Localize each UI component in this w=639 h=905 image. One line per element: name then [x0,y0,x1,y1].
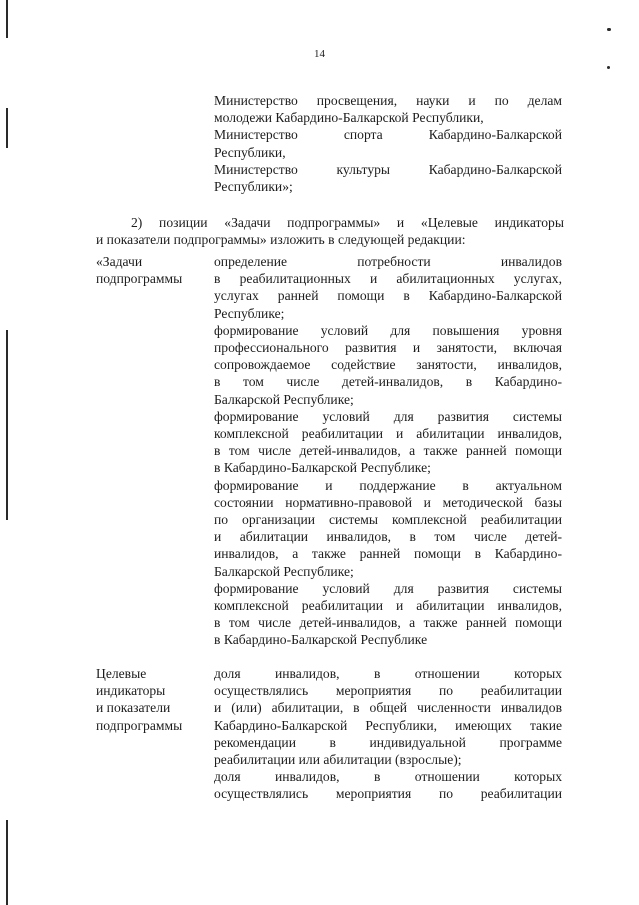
indicators-label-line: Целевые [96,666,147,681]
indicators-line: рекомендации в индивидуальной программе [214,734,562,750]
scan-dot-right-2 [607,66,610,69]
tasks-line: в реабилитационных и абилитационных услугах, [214,271,562,287]
indicators-line: и (или) абилитации, в общей численности инвалидов [214,700,562,716]
scan-edge-mark-upper [6,108,8,148]
ministries-line: молодежи Кабардино-Балкарской Республики, [214,110,484,126]
tasks-line: в Кабардино-Балкарской Республике; [214,460,431,476]
tasks-line: Балкарской Республике; [214,391,354,407]
ministries-line: Министерство просвещения, науки и по делам [214,93,562,108]
indicators-label [96,665,211,734]
tasks-label-line: «Задачи [96,254,143,269]
ministries-line: Республики, [214,144,286,160]
indicators-value [214,665,562,803]
indicators-line: Кабардино-Балкарской Республики, имеющих такие [214,717,562,733]
tasks-line: Балкарской Республике; [214,563,354,579]
tasks-line: формирование условий для развития системы [214,580,562,596]
amendment-line-1: 2) позиции «Задачи подпрограммы» и «Целевые индикаторы [131,215,564,230]
scan-edge-mark-middle [6,330,8,520]
amendment-line-2: и показатели подпрограммы» изложить в следующей редакции: [96,232,466,248]
tasks-value [214,253,562,649]
indicators-line: осуществлялись мероприятия по реабилитации [214,683,562,699]
indicators-label-line: подпрограммы [96,717,183,733]
indicators-line: реабилитации или абилитации (взрослые); [214,752,462,768]
ministries-block [214,92,562,195]
tasks-line: в том числе детей-инвалидов, а также ранней помощи [214,615,562,631]
scan-edge-mark-top [6,0,8,38]
tasks-line: комплексной реабилитации и абилитации инвалидов, [214,598,562,614]
scan-dot-right-1 [607,28,611,31]
indicators-label-line: и показатели [96,700,171,716]
indicators-line: доля инвалидов, в отношении которых [214,769,562,785]
tasks-line: услугах ранней помощи в Кабардино-Балкарской [214,288,562,304]
tasks-line: формирование и поддержание в актуальном [214,477,562,493]
tasks-line: инвалидов, а также ранней помощи в Кабардино- [214,546,562,562]
tasks-line: формирование условий для развития системы [214,408,562,424]
tasks-label-line: подпрограммы [96,271,183,287]
tasks-line: в том числе детей-инвалидов, а также ранней помощи [214,443,562,459]
tasks-line: формирование условий для повышения уровня [214,322,562,338]
tasks-line: состоянии нормативно-правовой и методической базы [214,494,562,510]
indicators-line: доля инвалидов, в отношении которых [214,666,562,681]
ministries-line: Министерство спорта Кабардино-Балкарской [214,127,562,143]
tasks-line: определение потребности инвалидов [214,254,562,269]
ministries-line: Республики»; [214,179,293,195]
tasks-line: и абилитации инвалидов, в том числе детей- [214,529,562,545]
tasks-line: профессионального развития и занятости, включая [214,340,562,356]
tasks-line: сопровождаемое содействие занятости, инвалидов, [214,357,562,373]
scan-edge-mark-lower [6,820,8,905]
tasks-line: в том числе детей-инвалидов, в Кабардино- [214,374,562,390]
tasks-label [96,253,211,287]
indicators-line: осуществлялись мероприятия по реабилитации [214,786,562,802]
indicators-label-line: индикаторы [96,683,166,699]
ministries-line: Министерство культуры Кабардино-Балкарской [214,161,562,177]
page-number: 14 [314,48,325,60]
tasks-line: Республике; [214,305,285,321]
tasks-line: комплексной реабилитации и абилитации инвалидов, [214,426,562,442]
tasks-line: в Кабардино-Балкарской Республике [214,632,428,648]
tasks-line: по организации системы комплексной реабилитации [214,512,562,528]
amendment-paragraph [96,214,564,248]
